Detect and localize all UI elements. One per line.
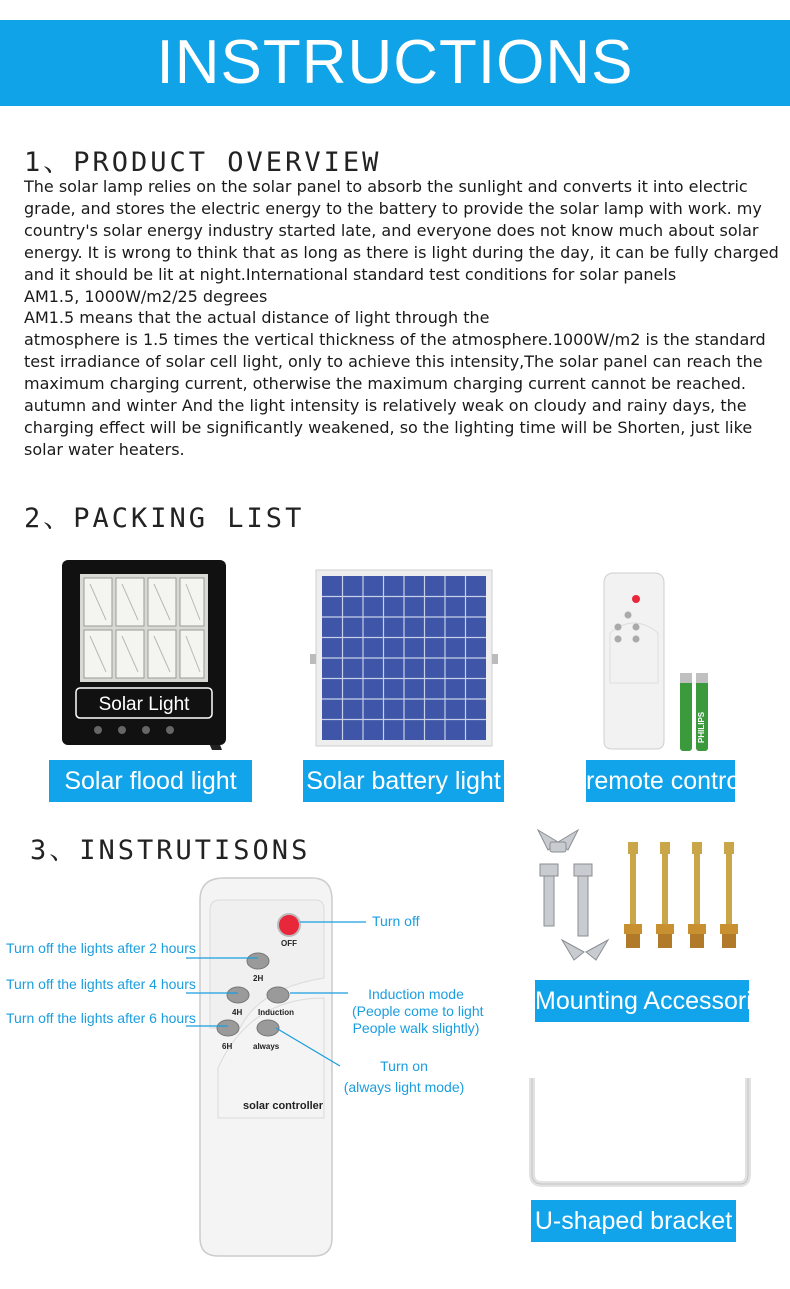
battery-light-label: Solar battery light bbox=[303, 760, 504, 802]
overview-heading: 1、PRODUCT OVERVIEW bbox=[24, 147, 382, 178]
annotation-after-2h: Turn off the lights after 2 hours bbox=[6, 940, 196, 956]
overview-paragraph: The solar lamp relies on the solar panel to absorb the sunlight and converts it into electric grade, and stores the electric energy to the battery to provide the solar lamp with work. my country's solar energy industry started late, and everyone does not know much about solar energy. It is wrong to think that as long as there is light during the day, it can be fully charged and it should be lit at night.International standard test conditions for solar panels bbox=[24, 177, 779, 284]
overview-paragraph: AM1.5 means that the actual distance of light through the bbox=[24, 308, 490, 328]
annotation-induction bbox=[352, 986, 484, 1037]
annotation-turn-off: Turn off bbox=[372, 913, 420, 929]
mounting-accessories-label: Mounting Accessories bbox=[535, 980, 749, 1022]
4h-button-label: 4H bbox=[232, 1008, 243, 1017]
u-bracket-label: U-shaped bracket bbox=[531, 1200, 736, 1242]
annotation-turn-on bbox=[340, 1058, 468, 1096]
induction-button-label: Induction bbox=[258, 1008, 294, 1017]
2h-button-label: 2H bbox=[253, 974, 264, 983]
always-button-label: always bbox=[253, 1042, 280, 1051]
packing-heading: 2、PACKING LIST bbox=[24, 503, 305, 534]
battery-brand-text: PHILIPS bbox=[697, 711, 706, 743]
annotation-after-4h: Turn off the lights after 4 hours bbox=[6, 976, 196, 992]
remote-control-label: remote control bbox=[586, 760, 735, 802]
annotation-induction-line: (People come to light bbox=[352, 1003, 484, 1019]
annotation-turn-on-line: (always light mode) bbox=[343, 1079, 465, 1095]
banner-title: INSTRUCTIONS bbox=[0, 20, 790, 106]
mounting-accessories-image bbox=[528, 820, 758, 970]
annotation-induction-line: Induction mode bbox=[368, 986, 464, 1002]
flood-light-label: Solar flood light bbox=[49, 760, 252, 802]
annotation-after-6h: Turn off the lights after 6 hours bbox=[6, 1010, 196, 1026]
controller-label: solar controller bbox=[243, 1100, 324, 1112]
u-bracket-image bbox=[508, 1074, 758, 1194]
off-button-label: OFF bbox=[281, 939, 297, 948]
overview-paragraph: atmosphere is 1.5 times the vertical thickness of the atmosphere.1000W/m2 is the standard test irradiance of solar cell light, only to achieve this intensity,The solar panel can reach the maximum charging current, otherwise the maximum charging current cannot be reached. autumn and winter And the light intensity is relatively weak on cloudy and rainy days, the charging effect will be significantly weakened, so the lighting time will be Shorten, just like solar water heaters. bbox=[24, 330, 766, 459]
annotation-induction-line: People walk slightly) bbox=[352, 1020, 480, 1036]
instructions-heading: 3、INSTRUTISONS bbox=[30, 835, 311, 866]
overview-paragraph: AM1.5, 1000W/m2/25 degrees bbox=[24, 286, 268, 306]
annotation-turn-on-line: Turn on bbox=[380, 1058, 428, 1074]
6h-button-label: 6H bbox=[222, 1042, 233, 1051]
flood-light-brand-text: Solar Light bbox=[98, 694, 190, 715]
